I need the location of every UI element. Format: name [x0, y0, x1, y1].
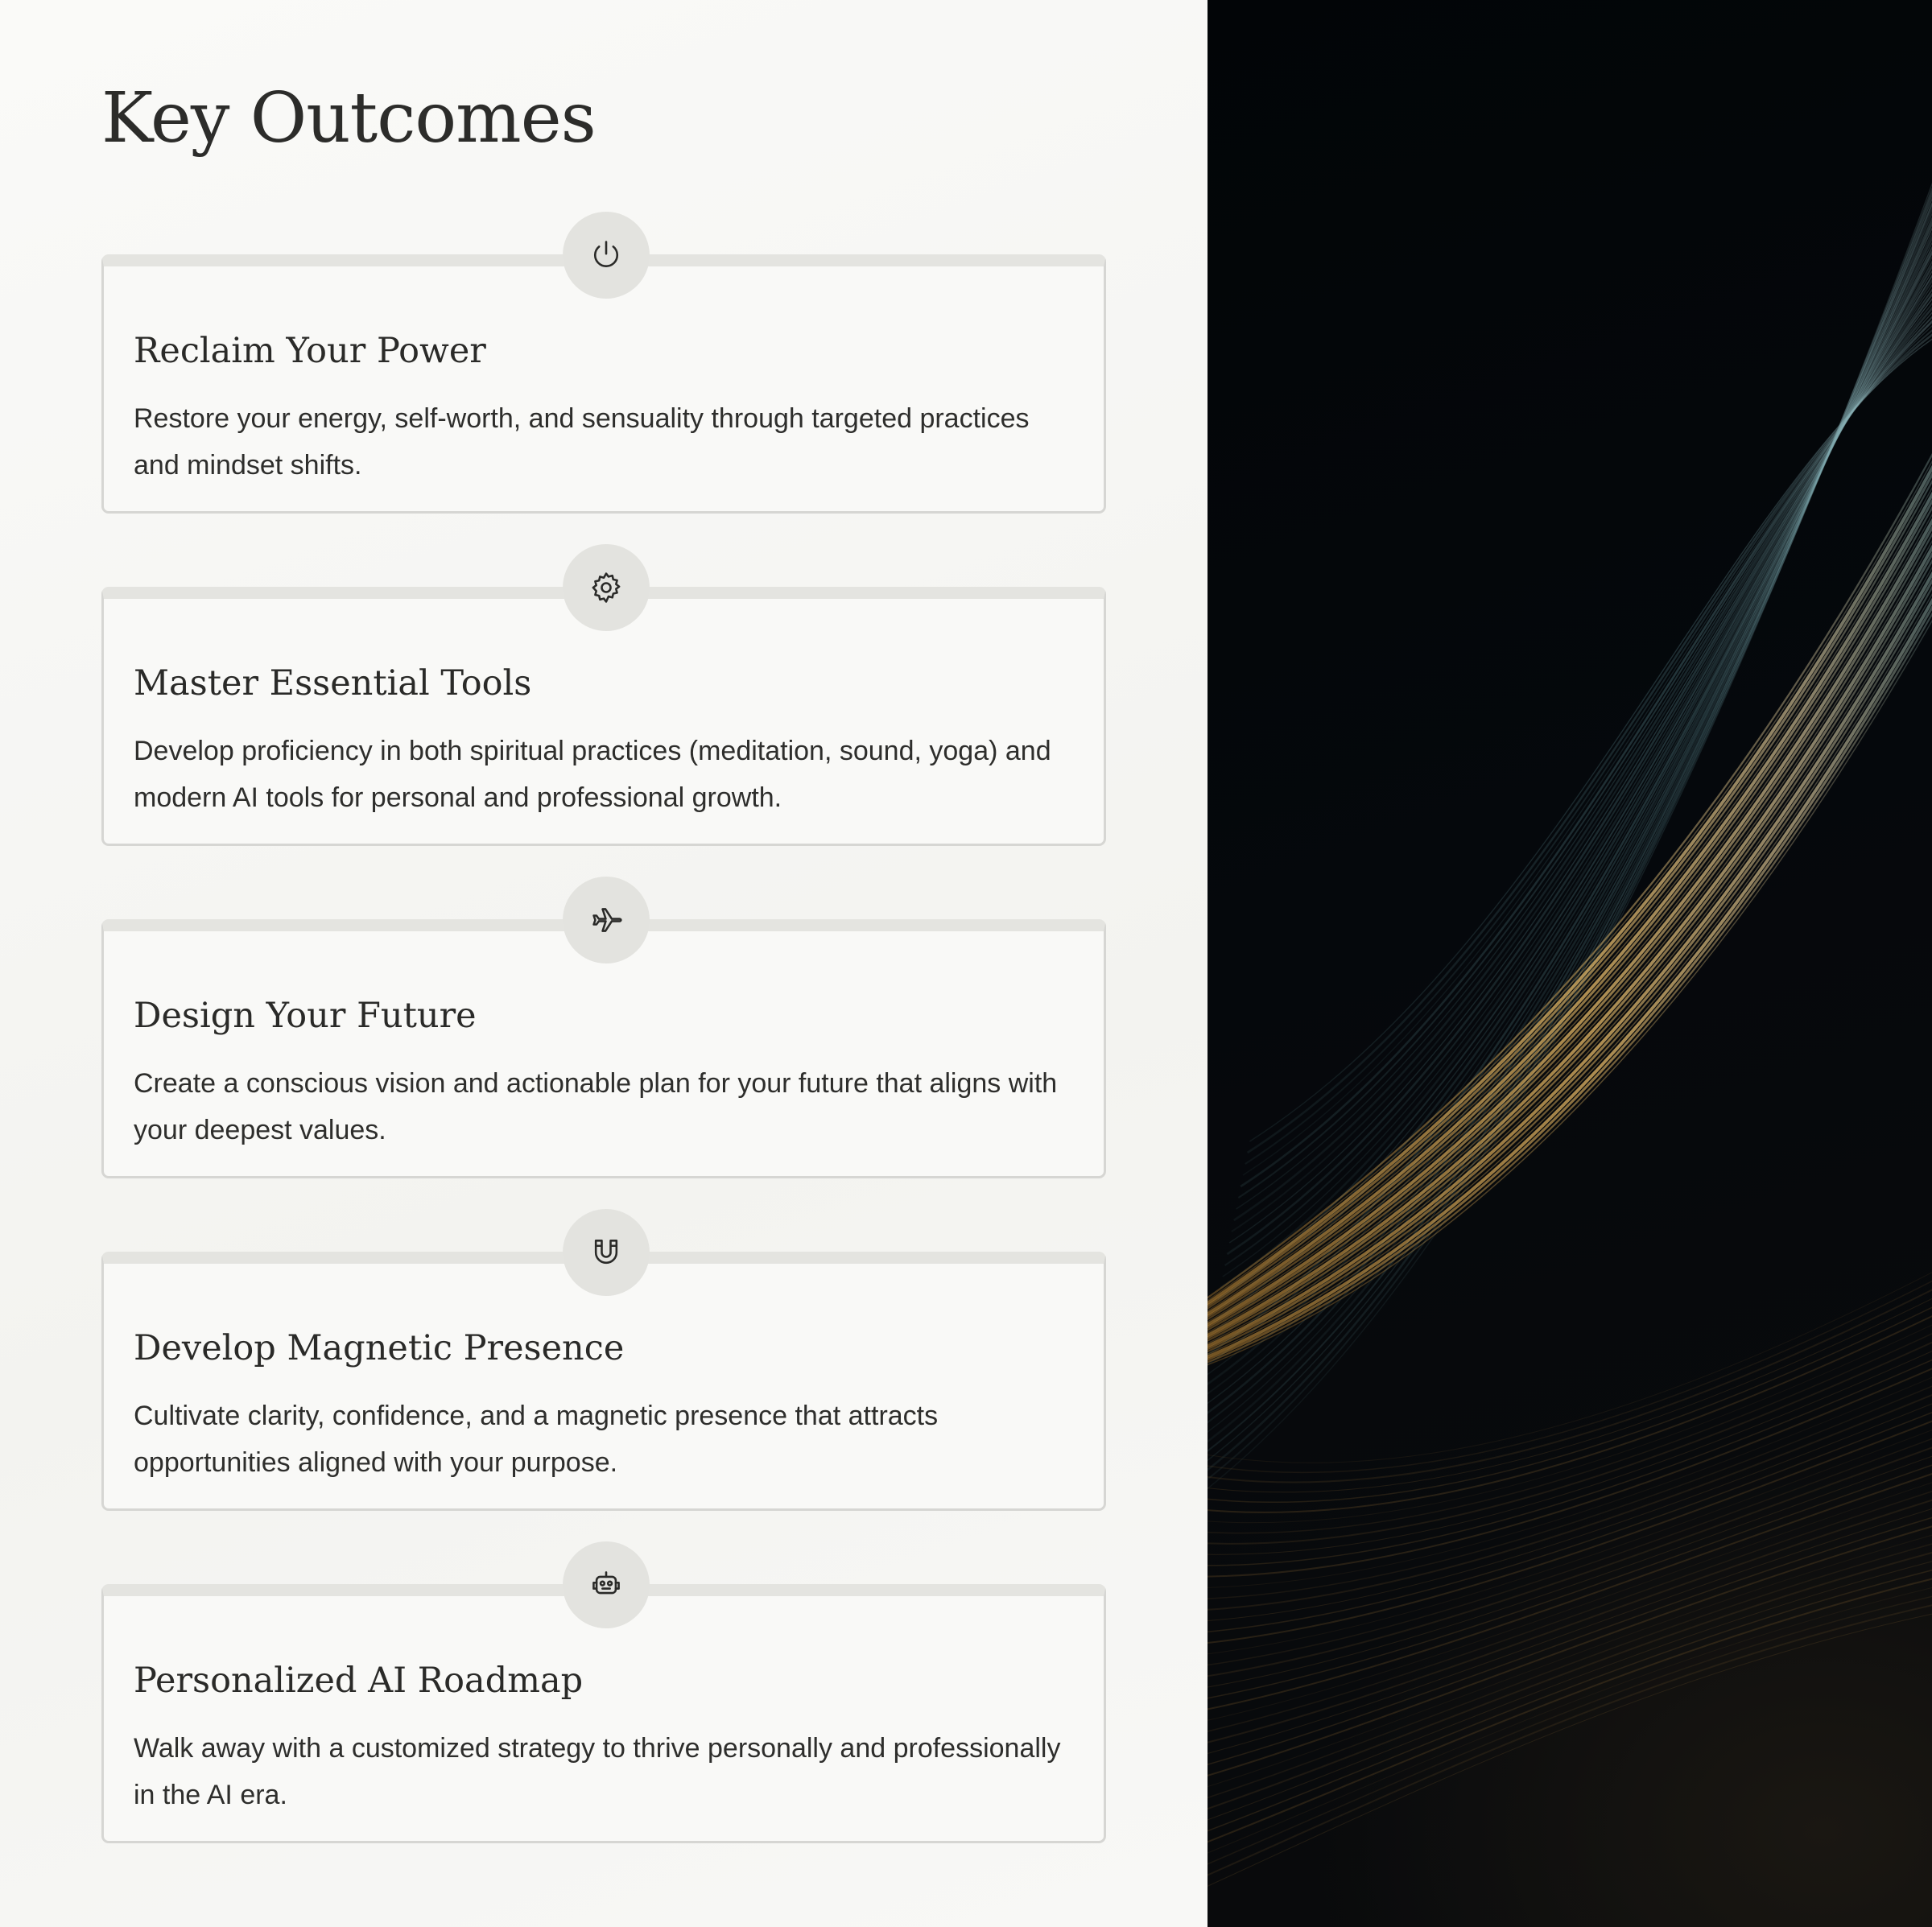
light-streak: [1208, 1346, 1932, 1566]
power-icon: [588, 237, 624, 273]
light-streak: [1208, 164, 1932, 1401]
light-streak: [1208, 456, 1932, 1341]
outcome-card-reclaim-power: [101, 254, 1106, 514]
outcome-title: Personalized AI Roadmap: [134, 1661, 584, 1701]
light-streak: [1208, 408, 1932, 1325]
outcome-badge: [563, 212, 650, 299]
light-streak: [1218, 225, 1932, 1299]
magnet-icon: [588, 1235, 624, 1270]
light-streak: [1208, 1607, 1932, 1901]
gear-icon: [588, 570, 624, 605]
outcome-card-master-tools: [101, 587, 1106, 846]
light-streak: [1236, 279, 1932, 1209]
robot-icon: [588, 1567, 624, 1603]
outcome-badge: [563, 1541, 650, 1628]
light-streak: [1208, 415, 1932, 1327]
outcome-card-ai-roadmap: [101, 1584, 1106, 1843]
outcome-badge: [563, 544, 650, 631]
light-streak: [1208, 1400, 1932, 1634]
light-streak: [1208, 1571, 1932, 1855]
outcome-card-magnetic-presence: [101, 1252, 1106, 1511]
light-streak: [1227, 252, 1932, 1254]
outcome-title: Design Your Future: [134, 996, 477, 1036]
page-title: Key Outcomes: [101, 78, 596, 159]
light-streaks-graphic: [1208, 0, 1932, 1927]
light-streak: [1208, 394, 1932, 1320]
light-streak: [1208, 435, 1932, 1333]
light-streak: [1208, 1382, 1932, 1611]
light-streak: [1208, 428, 1932, 1331]
light-streak: [1208, 184, 1932, 1367]
plane-icon: [588, 902, 624, 938]
outcome-title: Develop Magnetic Presence: [134, 1328, 625, 1368]
light-streak: [1208, 110, 1932, 1491]
outcome-card-design-future: [101, 919, 1106, 1178]
outcome-title: Reclaim Your Power: [134, 331, 486, 371]
light-streak: [1208, 1599, 1932, 1890]
light-streak: [1208, 1517, 1932, 1785]
outcome-title: Master Essential Tools: [134, 663, 532, 704]
light-streak: [1208, 482, 1932, 1349]
light-streak: [1208, 1526, 1932, 1797]
light-streak: [1208, 1391, 1932, 1623]
outcome-description: Cultivate clarity, confidence, and a magnetic presence that attracts opportunities aligned with your purpose.: [134, 1401, 939, 1478]
light-streak: [1209, 198, 1932, 1344]
outcome-description: Walk away with a customized strategy to thrive personally and professionally in the AI era.: [134, 1733, 1061, 1810]
outcome-description: Develop proficiency in both spiritual practices (meditation, sound, yoga) and modern AI tools for personal and professional growth.: [134, 736, 1051, 813]
outcome-badge: [563, 1209, 650, 1296]
light-streak: [1208, 1580, 1932, 1866]
outcome-description: Create a conscious vision and actionable plan for your future that aligns with your deepest values.: [134, 1068, 1058, 1145]
outcome-badge: [563, 877, 650, 964]
hero-light-streaks-image: [1208, 0, 1932, 1927]
outcome-description: Restore your energy, self-worth, and sensuality through targeted practices and mindset shifts.: [134, 403, 1030, 481]
